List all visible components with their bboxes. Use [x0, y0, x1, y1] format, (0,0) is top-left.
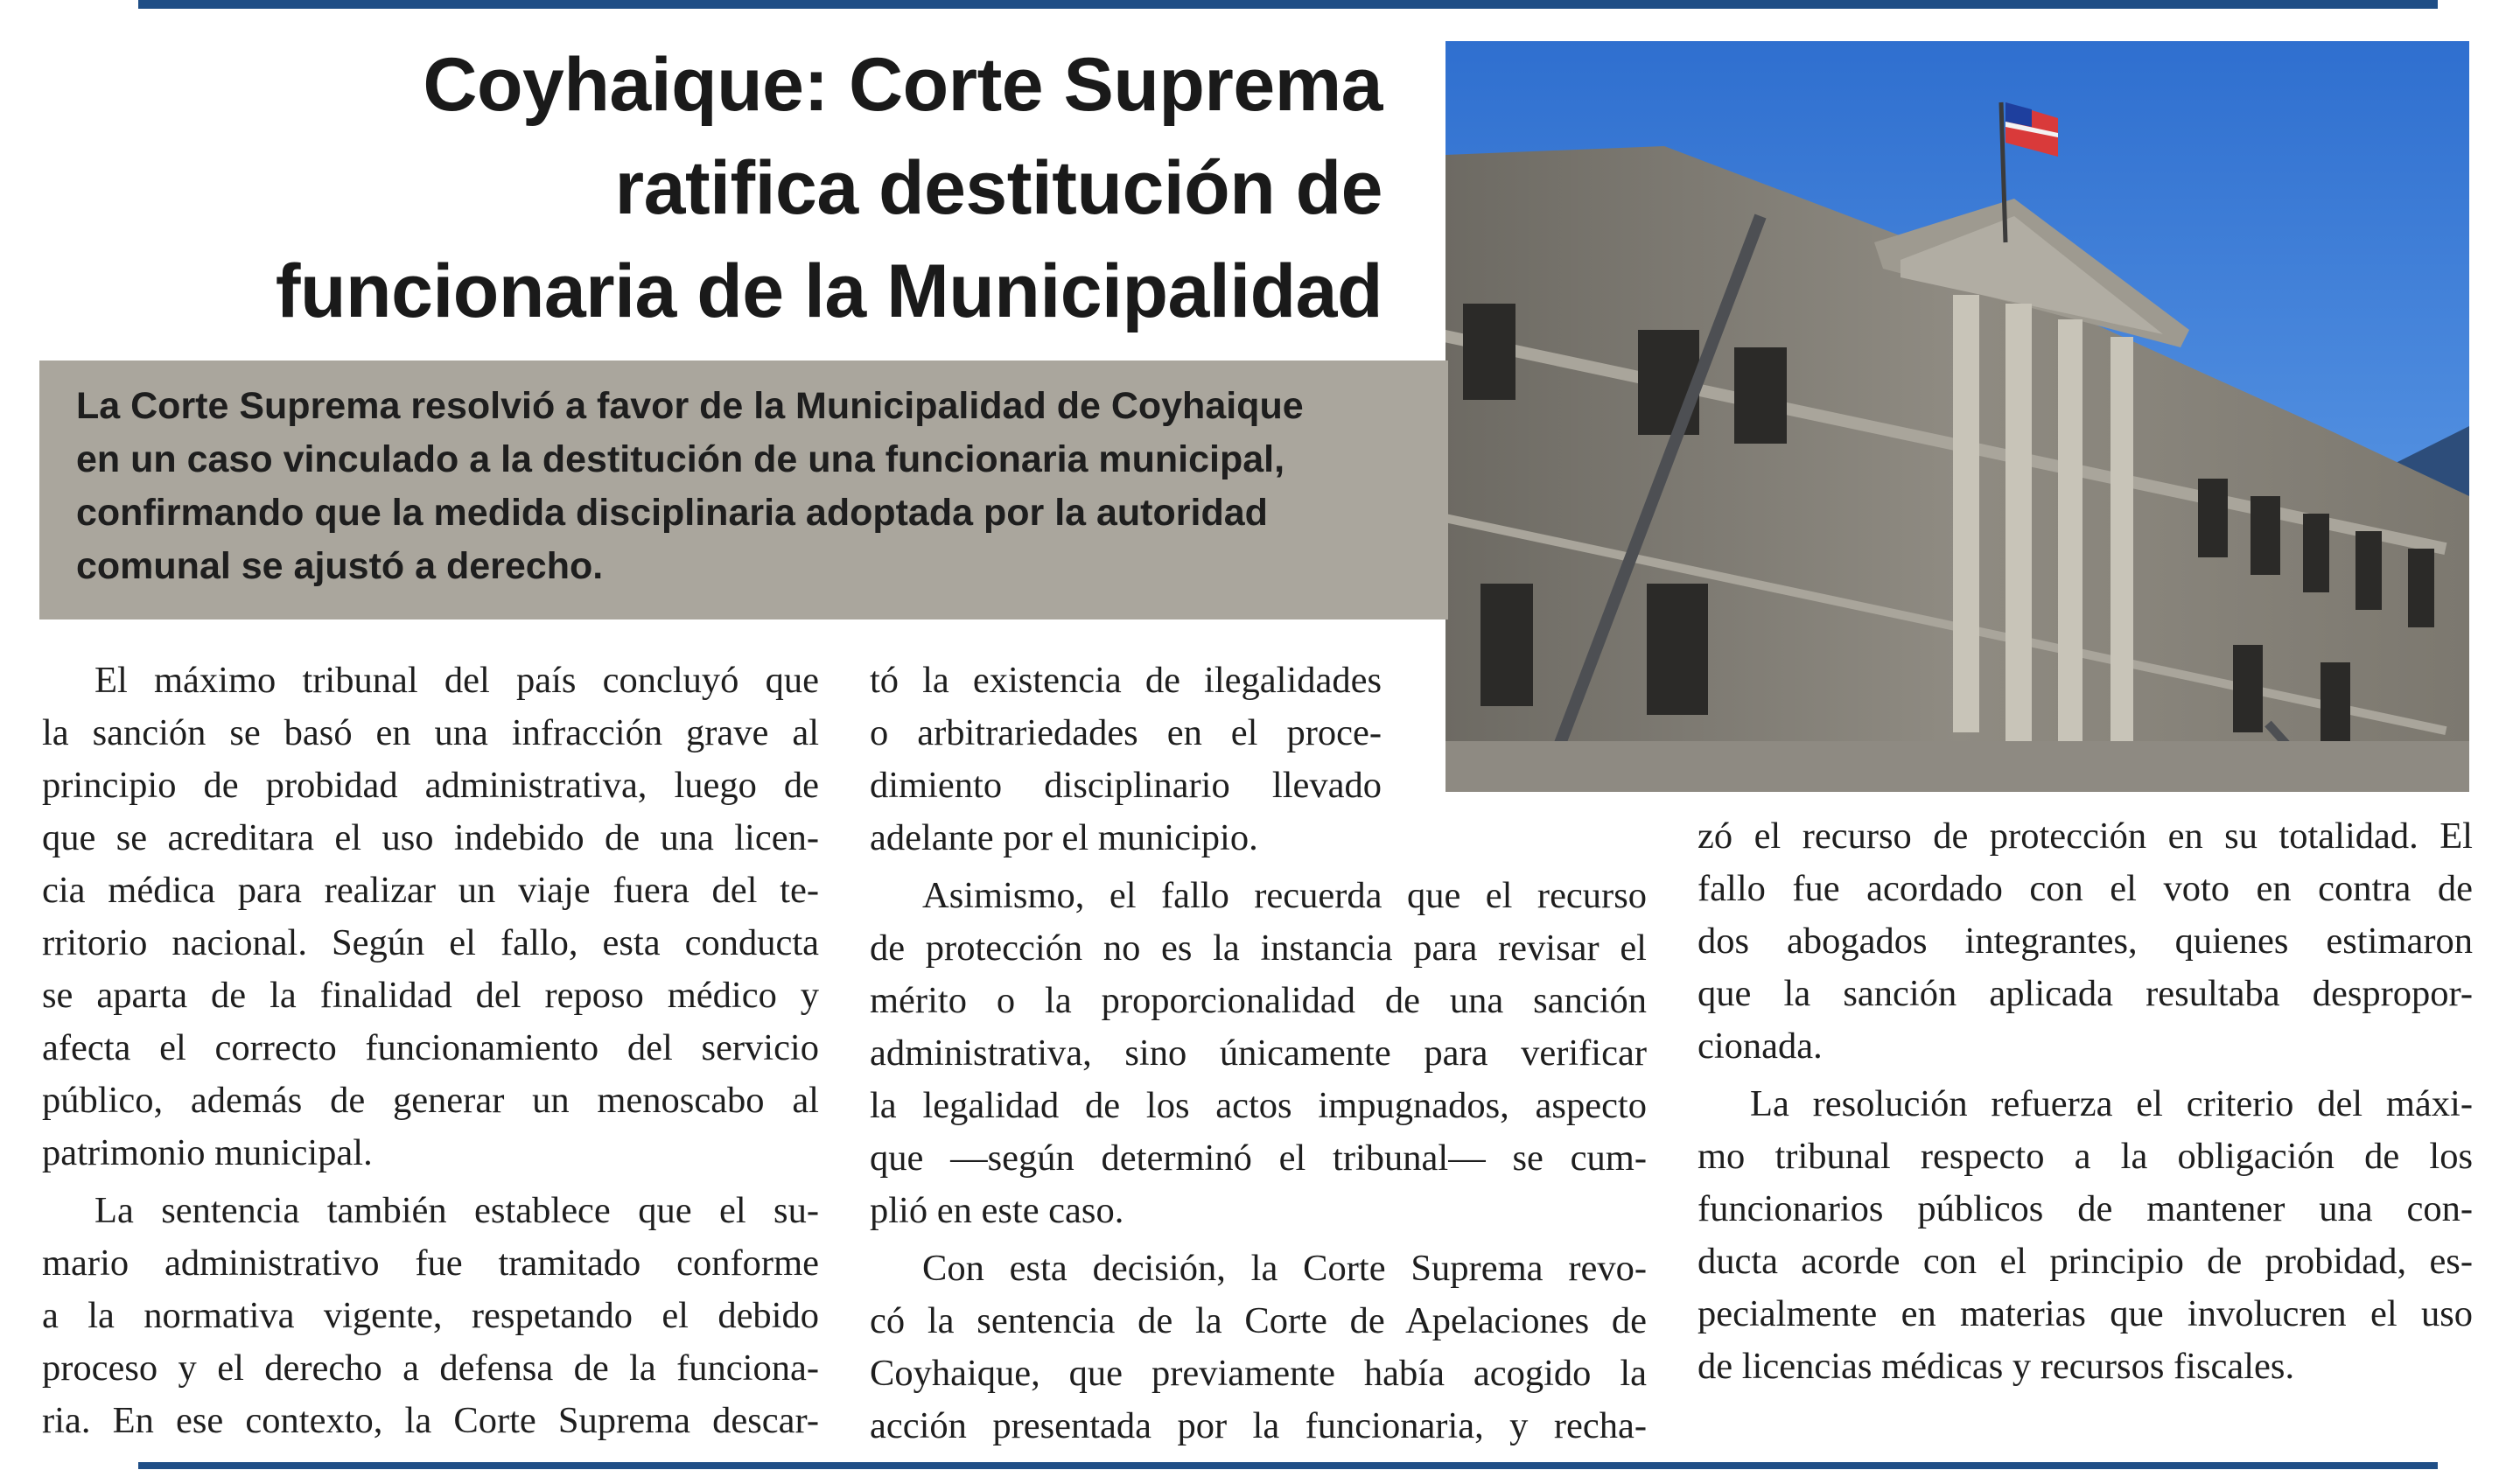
text-line: cia médica para realizar un viaje fuera del te-	[42, 870, 819, 911]
lead-line: confirmando que la medida disciplinaria adoptada por la autoridad	[76, 492, 1268, 534]
text-line: a la normativa vigente, respetando el debido	[42, 1295, 819, 1336]
text-line: que se acreditara el uso indebido de una licen-	[42, 817, 819, 858]
text-line: que la sanción aplicada resultaba despropor-	[1698, 973, 2473, 1014]
text-line: acción presentada por la funcionaria, y recha-	[870, 1405, 1647, 1446]
text-line: principio de probidad administrativa, luego de	[42, 765, 819, 806]
text-line: afecta el correcto funcionamiento del servicio	[42, 1027, 819, 1068]
text-line: ria. En ese contexto, la Corte Suprema descar-	[42, 1400, 819, 1441]
text-line: ducta acorde con el principio de probidad, es-	[1698, 1241, 2473, 1282]
text-line: la legalidad de los actos impugnados, aspecto	[870, 1085, 1647, 1126]
text-line: có la sentencia de la Corte de Apelaciones de	[870, 1300, 1647, 1341]
text-line: la sanción se basó en una infracción grave al	[42, 712, 819, 753]
text-line: zó el recurso de protección en su totalidad. El	[1698, 816, 2473, 857]
article-column-2	[870, 654, 1647, 1452]
article-paragraph	[870, 1242, 1647, 1452]
lead-line: comunal se ajustó a derecho.	[76, 545, 604, 587]
text-line: de protección no es la instancia para revisar el	[870, 928, 1647, 969]
article-paragraph	[42, 1185, 819, 1447]
text-line: Asimismo, el fallo recuerda que el recurso	[922, 875, 1647, 916]
text-line: adelante por el municipio.	[870, 817, 1258, 858]
text-line: cionada.	[1698, 1026, 1823, 1067]
text-line: dimiento disciplinario llevado	[870, 765, 1382, 806]
text-line: proceso y el derecho a defensa de la funciona-	[42, 1348, 819, 1389]
text-line: público, además de generar un menoscabo al	[42, 1080, 819, 1121]
top-rule	[138, 0, 2438, 9]
text-line: plió en este caso.	[870, 1190, 1124, 1231]
article-paragraph	[42, 654, 819, 1180]
article-paragraph	[1698, 1078, 2473, 1393]
text-line: mo tribunal respecto a la obligación de los	[1698, 1136, 2473, 1177]
text-line: Con esta decisión, la Corte Suprema revo-	[922, 1248, 1647, 1289]
text-line: El máximo tribunal del país concluyó que	[94, 660, 819, 701]
article-paragraph	[870, 654, 1647, 864]
lead-line: La Corte Suprema resolvió a favor de la Municipalidad de Coyhaique	[76, 385, 1304, 427]
bottom-rule	[138, 1462, 2438, 1469]
text-line: Coyhaique, que previamente había acogido la	[870, 1353, 1647, 1394]
text-line: La resolución refuerza el criterio del máxi-	[1750, 1083, 2473, 1124]
article-paragraph	[1698, 810, 2473, 1073]
headline-line: ratifica destitución de	[614, 146, 1382, 230]
text-line: rritorio nacional. Según el fallo, esta conducta	[42, 922, 819, 963]
text-line: tó la existencia de ilegalidades	[870, 660, 1382, 701]
text-line: que —según determinó el tribunal— se cum-	[870, 1138, 1647, 1179]
lead-paragraph	[76, 380, 1448, 593]
text-line: de licencias médicas y recursos fiscales.	[1698, 1346, 2295, 1387]
headline-line: Coyhaique: Corte Suprema	[423, 43, 1382, 127]
text-line: mario administrativo fue tramitado conforme	[42, 1242, 819, 1284]
article-paragraph	[870, 870, 1647, 1237]
text-line: La sentencia también establece que el su-	[94, 1190, 819, 1231]
text-line: dos abogados integrantes, quienes estimaron	[1698, 920, 2473, 962]
text-line: pecialmente en materias que involucren el uso	[1698, 1293, 2473, 1334]
headline-line: funcionaria de la Municipalidad	[275, 249, 1382, 333]
text-line: o arbitrariedades en el proce-	[870, 712, 1382, 753]
article-column-1	[42, 654, 819, 1447]
text-line: administrativa, sino únicamente para verificar	[870, 1032, 1647, 1074]
text-line: funcionarios públicos de mantener una con-	[1698, 1188, 2473, 1229]
text-line: mérito o la proporcionalidad de una sanción	[870, 980, 1647, 1021]
text-line: se aparta de la finalidad del reposo médico y	[42, 975, 819, 1016]
text-line: fallo fue acordado con el voto en contra de	[1698, 868, 2473, 909]
headline	[35, 33, 1382, 343]
article-column-3	[1698, 810, 2473, 1393]
lead-box	[39, 360, 1448, 620]
text-line: patrimonio municipal.	[42, 1132, 373, 1173]
lead-line: en un caso vinculado a la destitución de una funcionaria municipal,	[76, 438, 1285, 480]
